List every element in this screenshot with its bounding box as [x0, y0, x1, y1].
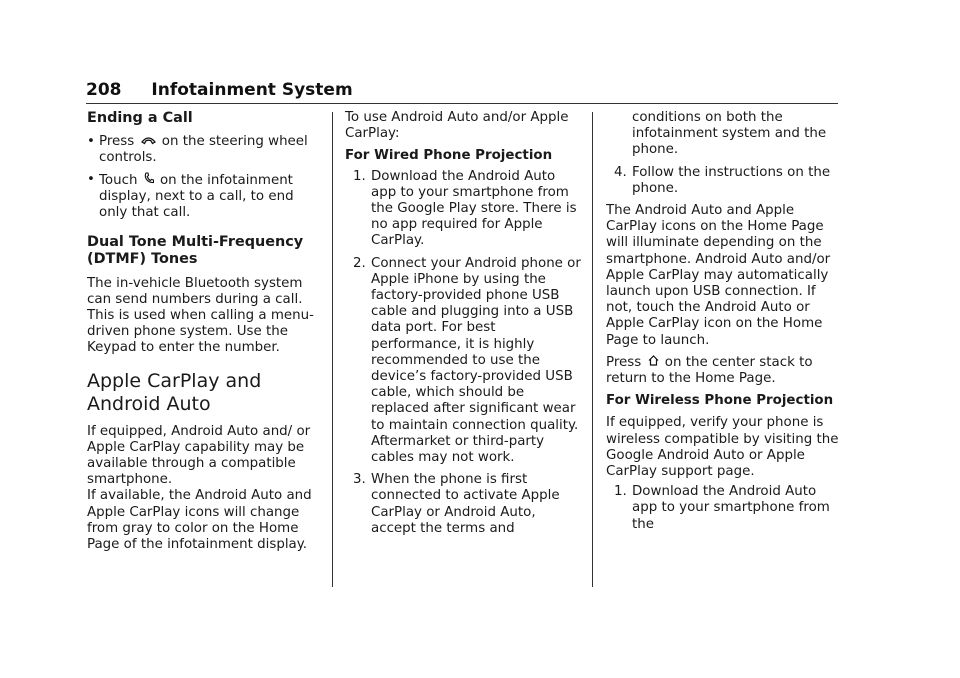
step-item	[345, 256, 583, 467]
home-paragraph	[606, 355, 842, 387]
home-text: Press	[606, 354, 642, 370]
phone-icon	[142, 172, 156, 189]
column-divider-2	[592, 112, 593, 587]
carplay-paragraph-1: If equipped, Android Auto and/ or Apple CarPlay capability may be available through a compatible smartphone.	[87, 423, 311, 488]
home-text: on the center stack to return to the Home Page.	[606, 354, 813, 387]
wireless-body: If equipped, verify your phone is wireless compatible by visiting the Google Android Auto or Apple CarPlay support page.	[606, 415, 839, 480]
step-item	[345, 169, 583, 250]
column-1	[87, 110, 325, 553]
step-continuation	[606, 110, 842, 159]
home-icon	[646, 355, 661, 371]
step-number: 4.	[614, 164, 627, 180]
column-2	[345, 110, 583, 537]
carplay-heading: Apple CarPlay and Android Auto	[87, 369, 262, 415]
bullet-item	[87, 172, 325, 222]
bullet-text: on the infotainment display, next to a call, to end only that call.	[99, 172, 294, 221]
step-text: Follow the instructions on the phone.	[632, 164, 831, 196]
step-number: 1.	[353, 168, 366, 184]
step-text: Connect your Android phone or Apple iPhone by using the factory-provided phone USB cable and plugging into a USB data port. For best performance, it is highly recommended to use the device’s factory-provided USB cable, which should be replaced after significant wear to maintain connection quality. Aftermarket or third-party cables may not work.	[371, 255, 581, 466]
carplay-paragraph-2: If available, the Android Auto and Apple CarPlay icons will change from gray to color on the Home Page of the infotainment display.	[87, 488, 312, 552]
wireless-heading: For Wireless Phone Projection	[606, 393, 834, 409]
bullet-glyph: •	[87, 133, 95, 149]
column-3	[606, 110, 842, 533]
page-number: 208	[86, 80, 122, 100]
header-rule	[86, 103, 838, 104]
intro-text: To use Android Auto and/or Apple CarPlay:	[345, 110, 569, 142]
step-text: conditions on both the infotainment system and the phone.	[632, 110, 827, 158]
step-number: 1.	[614, 484, 627, 500]
icons-paragraph: The Android Auto and Apple CarPlay icons on the Home Page will illuminate depending on the smartphone. Android Auto and/or Apple CarPlay may automatically launch upon USB connection. If not, touch the Android Auto or Apple CarPlay icon on the Home Page to launch.	[606, 203, 831, 348]
bullet-text: Press	[99, 133, 135, 149]
end-call-icon	[139, 134, 158, 150]
section-title: Infotainment System	[151, 80, 353, 100]
ending-call-heading: Ending a Call	[87, 110, 193, 126]
step-item	[345, 472, 583, 537]
bullet-item	[87, 134, 325, 166]
step-item	[606, 484, 842, 533]
step-item	[606, 165, 842, 197]
bullet-glyph: •	[87, 171, 95, 187]
step-text: Download the Android Auto app to your smartphone from the Google Play store. There is no app required for Apple CarPlay.	[371, 168, 577, 249]
bullet-text: Touch	[99, 172, 138, 188]
step-number: 3.	[353, 472, 366, 488]
wired-heading: For Wired Phone Projection	[345, 148, 553, 164]
bullet-text: on the steering wheel controls.	[99, 133, 308, 165]
dtmf-body: The in-vehicle Bluetooth system can send numbers during a call. This is used when calling a menu-driven phone system. Use the Keypad to enter the number.	[87, 275, 314, 356]
dtmf-heading: Dual Tone Multi-Frequency (DTMF) Tones	[87, 233, 304, 268]
step-text: When the phone is first connected to activate Apple CarPlay or Android Auto, accept the terms and	[371, 472, 560, 536]
page-header	[86, 80, 353, 100]
step-text: Download the Android Auto app to your smartphone from the	[632, 484, 830, 532]
step-number: 2.	[353, 255, 366, 271]
column-divider-1	[332, 112, 333, 587]
